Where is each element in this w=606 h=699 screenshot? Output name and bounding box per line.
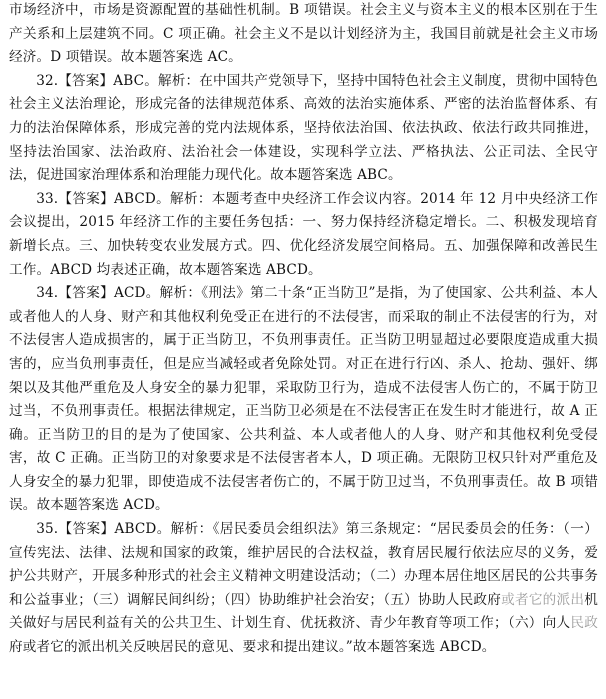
answer-paragraph-31-tail: 市场经济中，市场是资源配置的基础性机制。B 项错误。社会主义与资本主义的根本区别在于生产关系和上层建筑不同。C 项正确。社会主义不是以计划经济为主，我国目前就是社会主义市场经济。D 项错误。故本题答案选 AC。 xyxy=(9,2,598,66)
answer-paragraph-32: 32.【答案】ABC。解析：在中国共产党领导下，坚持中国特色社会主义制度，贯彻中国特色社会主义法治理论，形成完备的法律规范体系、高效的法治实施体系、严密的法治监督体系、有力的法治保障体系，形成完善的党内法规体系，坚持依法治国、依法执政、依法行政共同推进，坚持法治国家、法治政府、法治社会一体建设，实现科学立法、严格执法、公正司法、全民守法，促进国家治理体系和治理能力现代化。故本题答案选 ABC。 xyxy=(9,72,598,184)
paragraph-35-part-c: 府或者它的派出机关反映居民的意见、要求和提出建议。”故本题答案选 ABCD。 xyxy=(9,639,496,656)
paragraph-35-part-b: 机关做好与居民利益有关的公共卫生、计划生育、优抚救济、青少年教育等项工作；（六）向人 xyxy=(9,591,598,632)
paragraph-35-part-a: 35.【答案】ABCD。解析：《居民委员会组织法》第三条规定：“居民委员会的任务：（一）宣传宪法、法律、法规和国家的政策，维护居民的合法权益，教育居民履行依法应尽的义务，爱护公共财产，开展多种形式的社会主义精神文明建设活动；（二）办理本居住地区居民的公共事务和公益事业；（三）调解民间纠纷；（四）协助维护社会治安；（五）协助人民政府 xyxy=(9,521,598,608)
answer-paragraph-34: 34.【答案】ACD。解析：《刑法》第二十条“正当防卫”是指，为了使国家、公共利益、本人或者他人的人身、财产和其他权利免受正在进行的不法侵害，而采取的制止不法侵害的行为，对不法侵害人造成损害的，属于正当防卫，不负刑事责任。正当防卫明显超过必要限度造成重大损害的，应当负刑事责任，但是应当减轻或者免除处罚。对正在进行行凶、杀人、抢劫、强奸、绑架以及其他严重危及人身安全的暴力犯罪，采取防卫行为，造成不法侵害人伤亡的，不属于防卫过当，不负刑事责任。根据法律规定，正当防卫必须是在不法侵害正在发生时才能进行，故 A 正确。正当防卫的目的是为了使国家、公共利益、本人或者他人的人身、财产和其他权利免受侵害，故 C 正确。正当防卫的对象要求是不法侵害者本人，D 项正确。无限防卫权只针对严重危及人身安全的暴力犯罪，即使造成不法侵害者伤亡的，不属于防卫过当，不负刑事责任。故 B 项错误。故本题答案选 ACD。 xyxy=(9,285,598,514)
paragraph-35-faded-text-2: 民政 xyxy=(570,615,598,632)
answer-paragraph-33: 33.【答案】ABCD。解析：本题考查中央经济工作会议内容。2014 年 12 月中央经济工作会议提出，2015 年经济工作的主要任务包括：一、努力保持经济稳定增长。二、积极发现培育新增长点。三、加快转变农业发展方式。四、优化经济发展空间格局。五、加强保障和改善民生工作。ABCD 均表述正确，故本题答案选 ABCD。 xyxy=(9,190,598,278)
answer-paragraph-35 xyxy=(9,518,598,660)
paragraph-35-faded-text-1: 或者它的派出 xyxy=(501,591,585,608)
